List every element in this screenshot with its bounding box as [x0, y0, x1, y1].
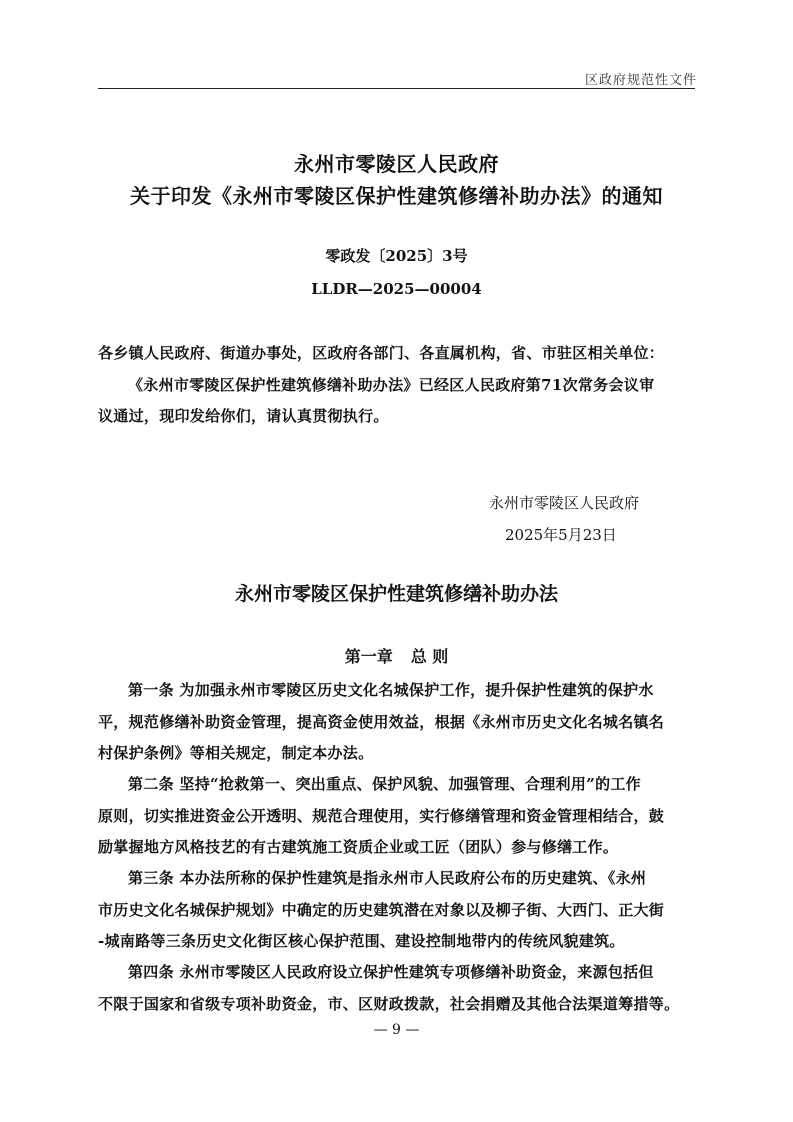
article-2-line: 原则，切实推进资金公开透明、规范合理使用，实行修缮管理和资金管理相结合，鼓	[98, 807, 665, 825]
notice-title-line1: 永州市零陵区人民政府	[294, 152, 499, 176]
article-1-line: 第一条 为加强永州市零陵区历史文化名城保护工作，提升保护性建筑的保护水	[128, 681, 654, 699]
chapter-number: 第一章	[344, 647, 393, 666]
chapter-heading	[98, 646, 695, 668]
article-3-line: 第三条 本办法所称的保护性建筑是指永州市人民政府公布的历史建筑、《永州	[128, 869, 647, 887]
article-2-line: 第二条 坚持“抢救第一、突出重点、保护风貌、加强管理、合理利用”的工作	[128, 775, 641, 793]
document-registration-id: LLDR—2025—00004	[311, 280, 482, 298]
page-number: — 9 —	[373, 1022, 420, 1038]
document-number: 零政发〔2025〕3号	[325, 247, 468, 265]
header-divider	[98, 88, 695, 89]
measures-title: 永州市零陵区保护性建筑修缮补助办法	[234, 583, 558, 605]
header-label: 区政府规范性文件	[584, 73, 697, 88]
article-1-line: 平，规范修缮补助资金管理，提高资金使用效益，根据《永州市历史文化名城名镇名	[98, 713, 665, 731]
article-4-line: 第四条 永州市零陵区人民政府设立保护性建筑专项修缮补助资金，来源包括但	[128, 963, 654, 981]
article-3-line: 市历史文化名城保护规划》中确定的历史建筑潜在对象以及柳子街、大西门、正大街	[98, 901, 665, 919]
notice-body-line: 议通过，现印发给你们，请认真贯彻执行。	[98, 407, 389, 425]
article-4-line: 不限于国家和省级专项补助资金，市、区财政拨款，社会捐赠及其他合法渠道筹措等。	[98, 995, 680, 1013]
article-2-line: 励掌握地方风格技艺的有古建筑施工资质企业或工匠（团队）参与修缮工作。	[98, 838, 619, 856]
recipients-line: 各乡镇人民政府、街道办事处，区政府各部门、各直属机构，省、市驻区相关单位：	[98, 344, 665, 362]
signature-date: 2025年5月23日	[505, 526, 617, 544]
notice-title-line2: 关于印发《永州市零陵区保护性建筑修缮补助办法》的通知	[130, 184, 663, 208]
notice-body-line: 《永州市零陵区保护性建筑修缮补助办法》已经区人民政府第71次常务会议审	[128, 376, 655, 394]
article-1-line: 村保护条例》等相关规定，制定本办法。	[98, 744, 374, 762]
article-3-line: -城南路等三条历史文化街区核心保护范围、建设控制地带内的传统风貌建筑。	[98, 932, 625, 950]
signature-organization: 永州市零陵区人民政府	[489, 494, 640, 512]
chapter-title: 总 则	[410, 647, 449, 666]
